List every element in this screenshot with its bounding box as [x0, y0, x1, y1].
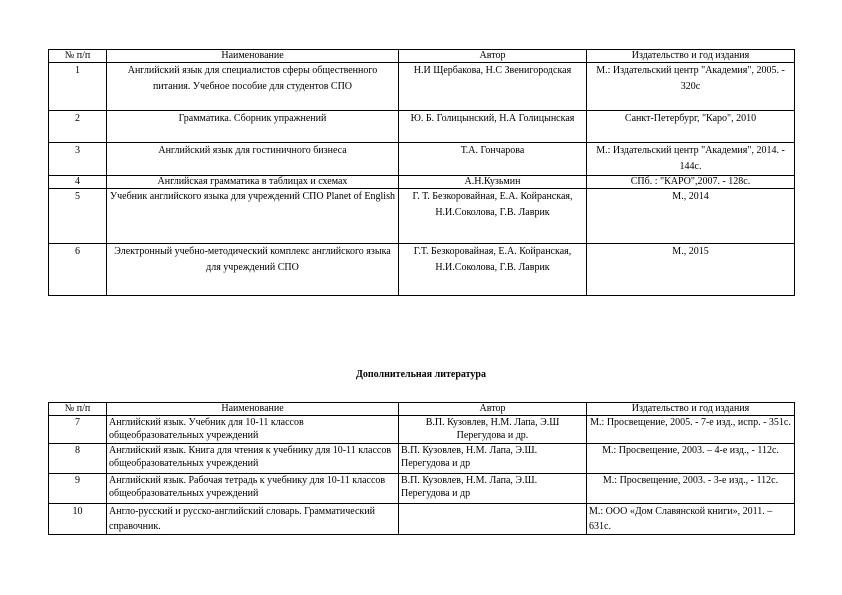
book-name: Английская грамматика в таблицах и схемах — [107, 176, 399, 189]
book-author: Т.А. Гончарова — [399, 143, 587, 176]
book-publisher: М.: ООО «Дом Славянской книги», 2011. – 631с. — [587, 504, 795, 535]
book-publisher: М.: Издательский центр "Академия", 2014. - 144с. — [587, 143, 795, 176]
book-name: Английский язык для специалистов сферы общественного питания. Учебное пособие для студентов СПО — [107, 63, 399, 111]
row-number: 2 — [49, 111, 107, 143]
header-publisher: Издательство и год издания — [587, 50, 795, 63]
book-publisher: М.: Просвещение, 2003. - 3-е изд., - 112с. — [587, 474, 795, 504]
header-name: Наименование — [107, 403, 399, 416]
book-publisher: М., 2014 — [587, 189, 795, 244]
header-author: Автор — [399, 403, 587, 416]
table-row — [49, 504, 795, 535]
book-publisher: Санкт-Петербург, "Каро", 2010 — [587, 111, 795, 143]
table-row — [49, 416, 795, 444]
table-row — [49, 63, 795, 111]
row-number: 4 — [49, 176, 107, 189]
book-publisher: М.: Просвещение, 2005. - 7-е изд., испр. - 351с. — [587, 416, 795, 444]
row-number: 6 — [49, 244, 107, 296]
main-literature-table — [48, 49, 795, 296]
table-row — [49, 474, 795, 504]
book-publisher: СПб. : "КАРО",2007. - 128с. — [587, 176, 795, 189]
table-row — [49, 176, 795, 189]
book-author: В.П. Кузовлев, Н.М. Лапа, Э.Ш. Перегудова и др — [399, 444, 587, 474]
book-author: В.П. Кузовлев, Н.М. Лапа, Э.Ш. Перегудова и др — [399, 474, 587, 504]
book-author: Ю. Б. Голицынский, Н.А Голицынская — [399, 111, 587, 143]
table-header-row — [49, 50, 795, 63]
table-row — [49, 444, 795, 474]
additional-literature-table — [48, 402, 795, 535]
header-publisher: Издательство и год издания — [587, 403, 795, 416]
book-publisher: М.: Просвещение, 2003. – 4-е изд., - 112с. — [587, 444, 795, 474]
book-author: Г.Т. Безкоровайная, Е.А. Койранская, Н.И.Соколова, Г.В. Лаврик — [399, 244, 587, 296]
book-name: Англо-русский и русско-английский словарь. Грамматический справочник. — [107, 504, 399, 535]
book-name: Английский язык для гостиничного бизнеса — [107, 143, 399, 176]
book-author: А.Н.Кузьмин — [399, 176, 587, 189]
row-number: 9 — [49, 474, 107, 504]
table-row — [49, 244, 795, 296]
book-name: Английский язык. Книга для чтения к учебнику для 10-11 классов общеобразовательных учреждений — [107, 444, 399, 474]
book-author: Н.И Щербакова, Н.С Звенигородская — [399, 63, 587, 111]
row-number: 8 — [49, 444, 107, 474]
header-number: № п/п — [49, 403, 107, 416]
row-number: 1 — [49, 63, 107, 111]
book-name: Грамматика. Сборник упражнений — [107, 111, 399, 143]
row-number: 3 — [49, 143, 107, 176]
header-author: Автор — [399, 50, 587, 63]
book-name: Английский язык. Учебник для 10-11 классов общеобразовательных учреждений — [107, 416, 399, 444]
header-name: Наименование — [107, 50, 399, 63]
book-name: Учебник английского языка для учреждений СПО Planet of English — [107, 189, 399, 244]
row-number: 7 — [49, 416, 107, 444]
book-name: Электронный учебно-методический комплекс английского языка для учреждений СПО — [107, 244, 399, 296]
section-title: Дополнительная литература — [356, 369, 486, 380]
table-row — [49, 111, 795, 143]
table-row — [49, 143, 795, 176]
book-publisher: М., 2015 — [587, 244, 795, 296]
row-number: 5 — [49, 189, 107, 244]
table-row — [49, 189, 795, 244]
book-name: Английский язык. Рабочая тетрадь к учебнику для 10-11 классов общеобразовательных учреждений — [107, 474, 399, 504]
book-author: Г. Т. Безкоровайная, Е.А. Койранская, Н.И.Соколова, Г.В. Лаврик — [399, 189, 587, 244]
table-header-row — [49, 403, 795, 416]
book-author — [399, 504, 587, 535]
book-publisher: М.: Издательский центр "Академия", 2005. - 320с — [587, 63, 795, 111]
book-author: В.П. Кузовлев, Н.М. Лапа, Э.Ш Перегудова и др. — [399, 416, 587, 444]
row-number: 10 — [49, 504, 107, 535]
header-number: № п/п — [49, 50, 107, 63]
